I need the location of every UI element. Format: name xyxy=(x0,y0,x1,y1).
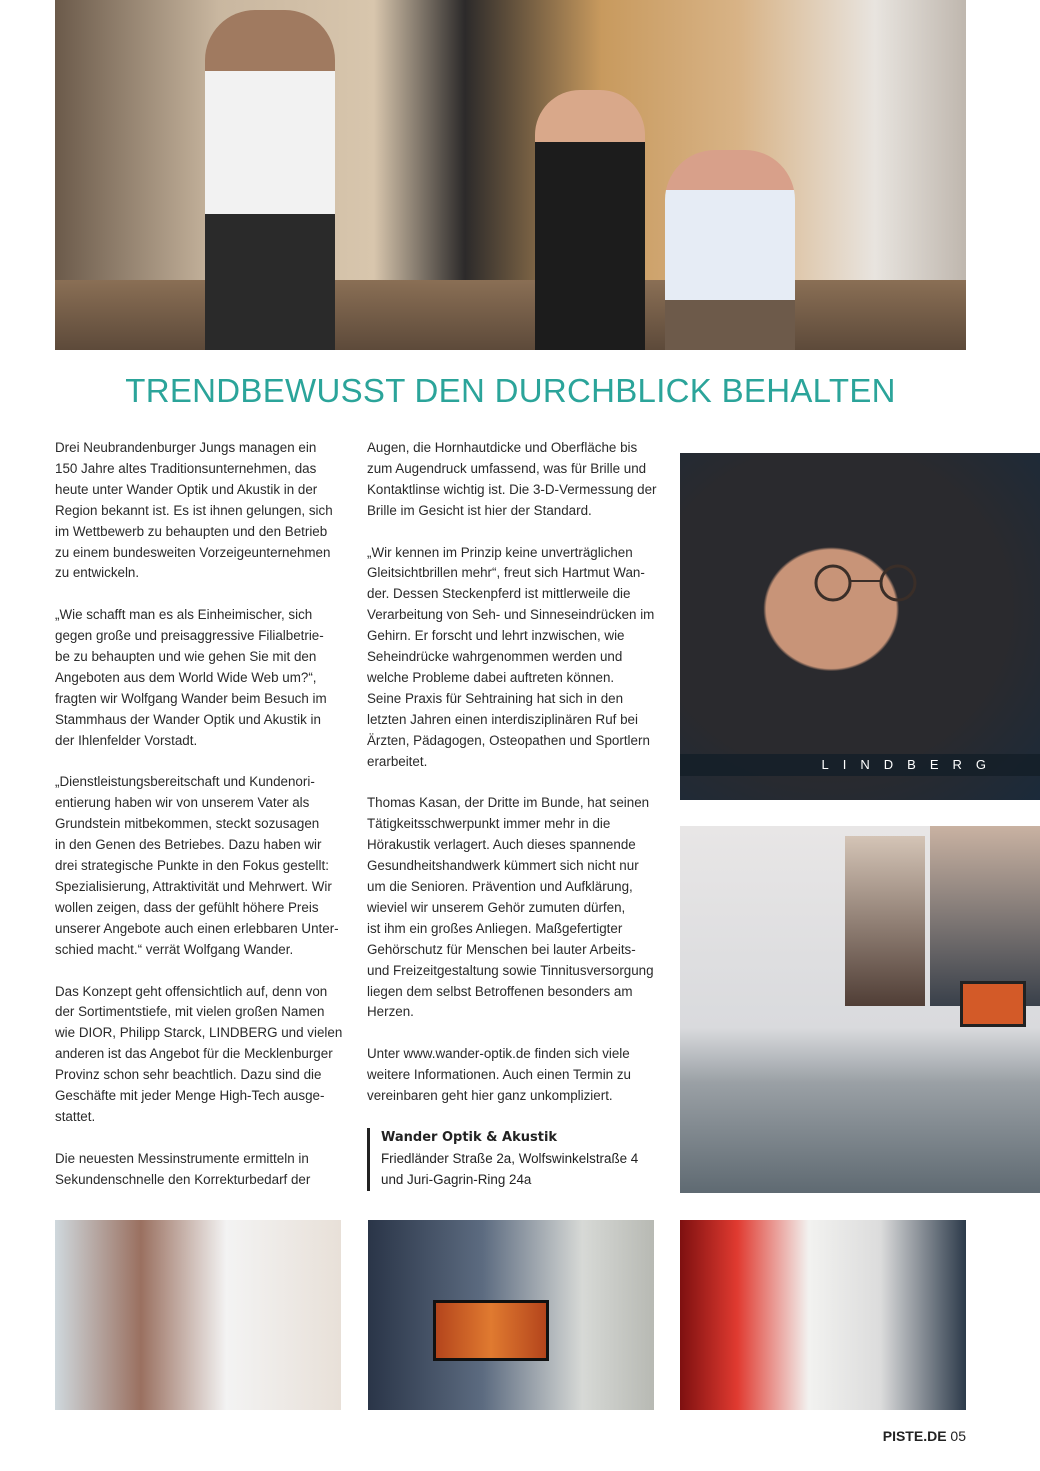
text-line: zu entwickeln. xyxy=(55,565,140,581)
photo-floor xyxy=(55,280,966,350)
text-line: schied macht.“ verrät Wolfgang Wander. xyxy=(55,941,294,957)
article-column-2 xyxy=(367,438,662,1128)
eye-test-photo xyxy=(55,1220,341,1410)
text-line: zu einem bundesweiten Vorzeigeunternehmen xyxy=(55,544,331,560)
text-line: „Wir kennen im Prinzip keine unverträglichen xyxy=(367,544,633,560)
text-line: weitere Informationen. Auch einen Termin zu xyxy=(367,1067,631,1083)
text-line: und Freizeitgestaltung sowie Tinnitusversorgung xyxy=(367,962,654,978)
text-line: letzten Jahren einen interdisziplinären Ruf bei xyxy=(367,711,638,727)
text-line: Sekundenschnelle den Korrekturbedarf der xyxy=(55,1171,311,1187)
contact-name: Wander Optik & Akustik xyxy=(381,1130,558,1145)
text-line: vereinbaren geht hier ganz unkompliziert. xyxy=(367,1088,613,1104)
person-figure xyxy=(205,10,335,350)
page-footer xyxy=(883,1428,966,1444)
text-line: Region bekannt ist. Es ist ihnen gelungen, sich xyxy=(55,502,333,518)
text-line: Die neuesten Messinstrumente ermitteln in xyxy=(55,1150,309,1166)
text-line: Kontaktlinse wichtig ist. Die 3-D-Vermessung der xyxy=(367,481,657,497)
lindberg-portrait-photo xyxy=(680,453,1040,800)
text-line: Ärzten, Pädagogen, Osteopathen und Sportlern xyxy=(367,732,650,748)
text-line: Angeboten aus dem World Wide Web um?“, xyxy=(55,669,317,685)
article-paragraph xyxy=(55,438,350,584)
hero-photo-three-opticians xyxy=(55,0,966,350)
text-line: Herzen. xyxy=(367,1004,414,1020)
text-line: zum Augendruck umfassend, was für Brille und xyxy=(367,460,647,476)
contact-address-1: Friedländer Straße 2a, Wolfswinkelstraße 4 xyxy=(381,1150,639,1166)
article-paragraph xyxy=(55,605,350,751)
text-line: Thomas Kasan, der Dritte im Bunde, hat seinen xyxy=(367,795,650,811)
text-line: 150 Jahre altes Traditionsunternehmen, das xyxy=(55,460,317,476)
monitor xyxy=(960,981,1026,1027)
glasses-graphic xyxy=(798,563,938,603)
text-line: der Ihlenfelder Vorstadt. xyxy=(55,732,198,748)
article-paragraph xyxy=(367,438,662,522)
text-line: Seine Praxis für Sehtraining hat sich in den xyxy=(367,690,624,706)
text-line: ist ihm ein großes Anliegen. Maßgefertigter xyxy=(367,920,623,936)
contact-box xyxy=(367,1128,638,1191)
text-line: Stammhaus der Wander Optik und Akustik in xyxy=(55,711,321,727)
text-line: der Sortimentstiefe, mit vielen großen Namen xyxy=(55,1004,325,1020)
text-line: heute unter Wander Optik und Akustik in der xyxy=(55,481,318,497)
text-line: „Dienstleistungsbereitschaft und Kundenori- xyxy=(55,774,315,790)
text-line: wieviel wir unserem Gehör zumuten dürfen, xyxy=(367,899,626,915)
retina-scan-photo xyxy=(368,1220,654,1410)
person-figure xyxy=(535,90,645,350)
text-line: Das Konzept geht offensichtlich auf, denn von xyxy=(55,983,328,999)
text-line: Hörakustik verlagert. Auch dieses spannende xyxy=(367,837,636,853)
text-line: fragten wir Wolfgang Wander beim Besuch im xyxy=(55,690,327,706)
text-line: wie DIOR, Philipp Starck, LINDBERG und vielen xyxy=(55,1025,343,1041)
text-line: im Wettbewerb zu behaupten und den Betrieb xyxy=(55,523,328,539)
text-line: liegen dem selbst Betroffenen besonders am xyxy=(367,983,633,999)
article-paragraph xyxy=(367,543,662,773)
text-line: der. Dessen Steckenpferd ist mittlerweile die xyxy=(367,586,631,602)
text-line: entierung haben wir von unserem Vater als xyxy=(55,795,310,811)
text-line: drei strategische Punkte in den Fokus gestellt: xyxy=(55,858,329,874)
text-line: Unter www.wander-optik.de finden sich viele xyxy=(367,1046,630,1062)
text-line: Gesundheitshandwerk kümmert sich nicht nur xyxy=(367,858,639,874)
text-line: Gehörschutz für Menschen bei lauter Arbeits- xyxy=(367,941,636,957)
poster xyxy=(845,836,925,1006)
text-line: erarbeitet. xyxy=(367,753,428,769)
magazine-brand: PISTE.DE xyxy=(882,1428,947,1444)
text-line: Gleitsichtbrillen mehr“, freut sich Hartmut Wan- xyxy=(367,565,645,581)
article-title: TRENDBEWUSST DEN DURCHBLICK BEHALTEN xyxy=(125,372,896,409)
article-paragraph xyxy=(55,982,350,1128)
text-line: um die Senioren. Prävention und Aufklärung, xyxy=(367,879,633,894)
text-line: Spezialisierung, Attraktivität und Mehrwert. Wir xyxy=(55,879,332,894)
text-line: Grundstein mitbekommen, steckt sozusagen xyxy=(55,816,320,832)
text-line: Provinz schon sehr beachtlich. Dazu sind die xyxy=(55,1067,322,1083)
text-line: unserer Angebote auch einen erlebbaren Unter- xyxy=(55,920,339,936)
article-paragraph xyxy=(55,772,350,960)
page-number: 05 xyxy=(950,1428,966,1444)
article-paragraph xyxy=(367,793,662,1023)
lindberg-logo-caption: LINDBERG xyxy=(680,754,1040,776)
article-paragraph xyxy=(367,1044,662,1107)
eye-measurement-photo xyxy=(680,1220,966,1410)
monitor xyxy=(433,1300,549,1361)
text-line: gegen große und preisaggressive Filialbetrie- xyxy=(55,628,324,644)
text-line: welche Probleme dabei auftreten können. xyxy=(367,669,615,685)
text-line: Tätigkeitsschwerpunkt immer mehr in die xyxy=(367,816,611,832)
exam-room-photo xyxy=(680,826,1040,1193)
text-line: Augen, die Hornhautdicke und Oberfläche bis xyxy=(367,440,638,455)
article-paragraph xyxy=(55,1149,350,1191)
text-line: stattet. xyxy=(55,1108,96,1124)
person-figure xyxy=(665,150,795,350)
text-line: Seheindrücke wahrgenommen werden und xyxy=(367,649,623,665)
contact-address-2: und Juri-Gagrin-Ring 24a xyxy=(381,1171,532,1187)
text-line: in den Genen des Betriebes. Dazu haben wir xyxy=(55,837,322,853)
poster xyxy=(930,826,1040,1006)
text-line: anderen ist das Angebot für die Mecklenburger xyxy=(55,1046,333,1062)
text-line: Geschäfte mit jeder Menge High-Tech ausge- xyxy=(55,1088,325,1104)
text-line: Brille im Gesicht ist hier der Standard. xyxy=(367,502,592,518)
text-line: Gehirn. Er forscht und lehrt inzwischen, wie xyxy=(367,628,625,644)
text-line: „Wie schafft man es als Einheimischer, sich xyxy=(55,607,313,623)
text-line: wollen zeigen, dass der gefühlt höhere Preis xyxy=(55,899,319,915)
text-line: Drei Neubrandenburger Jungs managen ein xyxy=(55,440,317,455)
text-line: Verarbeitung von Seh- und Sinneseindrücken im xyxy=(367,607,655,623)
article-column-1 xyxy=(55,438,350,1211)
text-line: be zu behaupten und wie gehen Sie mit den xyxy=(55,649,317,665)
